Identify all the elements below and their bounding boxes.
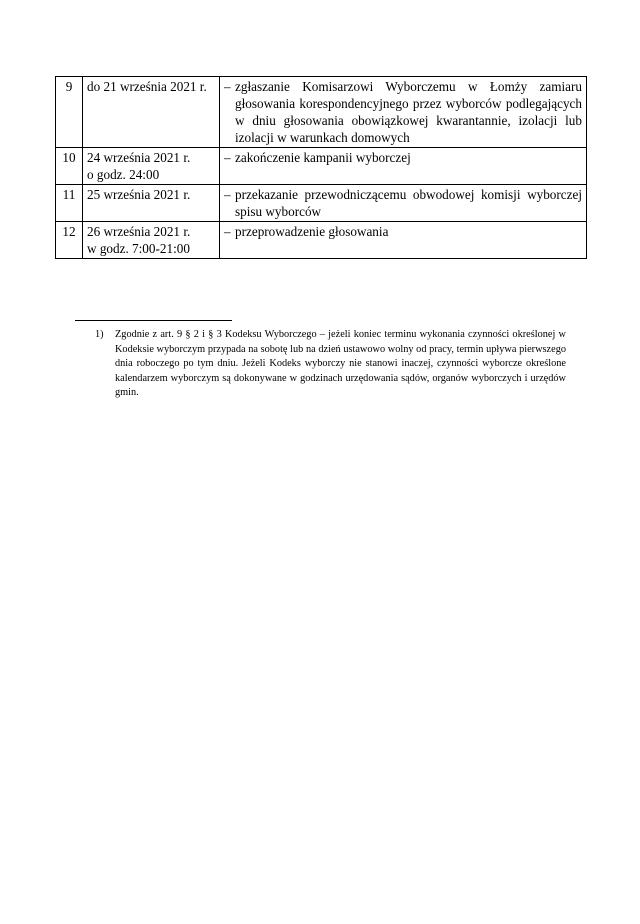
row-time-line: o godz. 24:00 [87,167,160,182]
dash-marker: – [224,150,231,165]
row-time-line: w godz. 7:00-21:00 [87,241,190,256]
row-number: 9 [56,77,83,148]
row-description-text: zakończenie kampanii wyborczej [235,150,411,165]
row-number: 10 [56,148,83,185]
footnote-marker: 1) [95,329,104,340]
table-row [56,77,587,148]
row-date-line: 25 września 2021 r. [87,187,191,202]
footnote [95,328,566,401]
dash-marker: – [224,224,231,239]
row-description [220,148,587,185]
row-date-line: do 21 września 2021 r. [87,79,207,94]
row-description-text: przeprowadzenie głosowania [235,224,389,239]
footnote-text: Zgodnie z art. 9 § 2 i § 3 Kodeksu Wyborczego – jeżeli koniec terminu wykonania czynności określonej w Kodeksie wyborczym przypada na sobotę lub na dzień ustawowo wolny od pracy, termin upływa pierwszego dnia roboczego po tym dniu. Jeżeli Kodeks wyborczy nie stanowi inaczej, czynności wyborcze określone kalendarzem wyborczym są dokonywane w godzinach urzędowania sądów, organów wyborczych i urzędów gmin. [115,329,566,399]
row-description [220,185,587,222]
row-number: 11 [56,185,83,222]
election-calendar-table [55,76,587,259]
row-description-text: zgłaszanie Komisarzowi Wyborczemu w Łomży zamiaru głosowania korespondencyjnego przez wyborców podlegających w dniu głosowania obowiązkowej kwarantannie, izolacji lub izolacji w warunkach domowych [235,79,582,145]
row-date-line: 26 września 2021 r. [87,224,191,239]
row-date-line: 24 września 2021 r. [87,150,191,165]
dash-marker: – [224,79,231,94]
row-description-text: przekazanie przewodniczącemu obwodowej komisji wyborczej spisu wyborców [235,187,582,219]
row-date [83,77,220,148]
row-date [83,185,220,222]
dash-marker: – [224,187,231,202]
row-description [220,77,587,148]
row-date [83,222,220,259]
table-row [56,148,587,185]
table-row [56,222,587,259]
row-number: 12 [56,222,83,259]
table-row [56,185,587,222]
footnote-separator [75,320,232,321]
row-description [220,222,587,259]
row-date [83,148,220,185]
